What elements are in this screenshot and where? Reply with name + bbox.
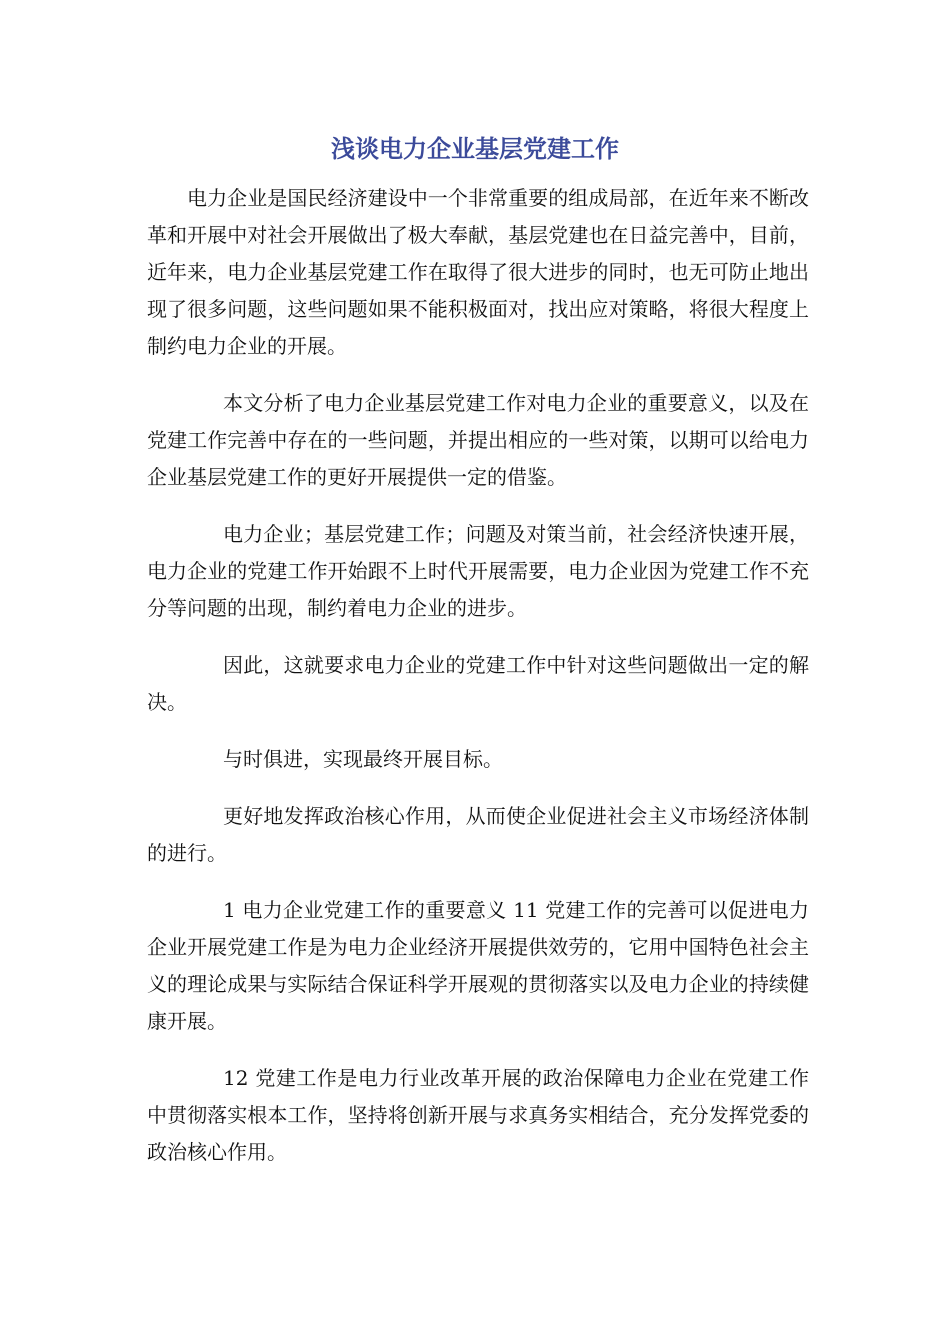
document-title: 浅谈电力企业基层党建工作	[331, 135, 619, 163]
paragraph-abstract: 本文分析了电力企业基层党建工作对电力企业的重要意义，以及在党建工作完善中存在的一些问题，并提出相应的一些对策，以期可以给电力企业基层党建工作的更好开展提供一定的借鉴。	[147, 391, 809, 489]
paragraph-section-1-2: 12 党建工作是电力行业改革开展的政治保障电力企业在党建工作中贯彻落实根本工作，坚持将创新开展与求真务实相结合，充分发挥党委的政治核心作用。	[147, 1066, 809, 1164]
paragraph-section-1: 1 电力企业党建工作的重要意义 11 党建工作的完善可以促进电力企业开展党建工作是为电力企业经济开展提供效劳的，它用中国特色社会主义的理论成果与实际结合保证科学开展观的贯彻落实以及电力企业的持续健康开展。	[147, 898, 809, 1033]
document-body	[147, 180, 809, 1191]
paragraph-intro: 电力企业是国民经济建设中一个非常重要的组成局部，在近年来不断改革和开展中对社会开展做出了极大奉献，基层党建也在日益完善中，目前，近年来，电力企业基层党建工作在取得了很大进步的同时，也无可防止地出现了很多问题，这些问题如果不能积极面对，找出应对策略，将很大程度上制约电力企业的开展。	[147, 186, 809, 358]
paragraph-political-core: 更好地发挥政治核心作用，从而使企业促进社会主义市场经济体制的进行。	[147, 804, 809, 865]
paragraph-therefore: 因此，这就要求电力企业的党建工作中针对这些问题做出一定的解决。	[147, 653, 809, 714]
paragraph-keep-pace: 与时俱进，实现最终开展目标。	[223, 747, 503, 771]
paragraph-keywords: 电力企业；基层党建工作；问题及对策当前，社会经济快速开展，电力企业的党建工作开始跟不上时代开展需要，电力企业因为党建工作不充分等问题的出现，制约着电力企业的进步。	[147, 522, 809, 620]
